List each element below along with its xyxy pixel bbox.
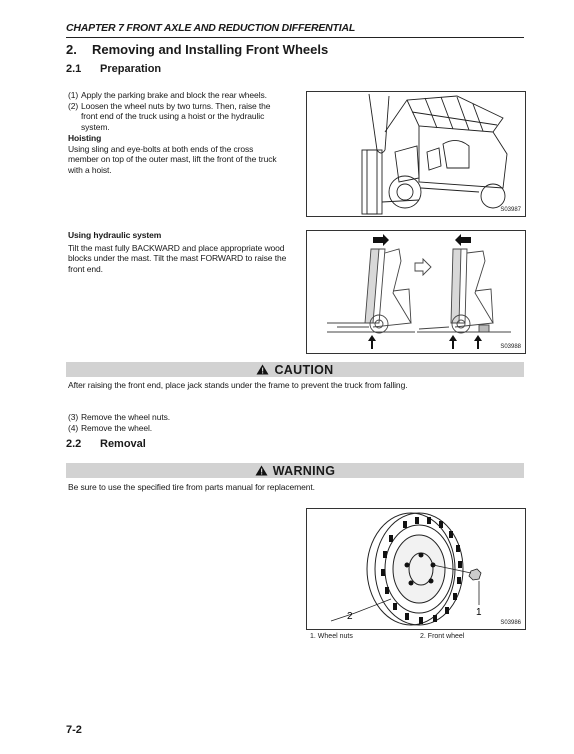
- figure-hoisting: [306, 91, 526, 217]
- subsection-title: Removal: [100, 438, 146, 450]
- list-item: [68, 90, 286, 101]
- subsection-title: Preparation: [100, 63, 162, 75]
- subsection-number: 2.2: [66, 438, 82, 450]
- caution-banner: [66, 362, 524, 377]
- callout-1: 1: [476, 607, 482, 618]
- caption-text: Wheel nuts: [317, 633, 353, 640]
- section-number: 2.: [66, 42, 77, 57]
- figure-code: S03987: [500, 207, 521, 213]
- step-number: (2): [68, 100, 79, 111]
- step-text: Loosen the wheel nuts by two turns. Then, raise the front end of the truck using a hoist or the hydraulic system.: [81, 100, 271, 132]
- list-item: [68, 412, 298, 423]
- step-number: (3): [68, 412, 79, 422]
- page-number: 7-2: [66, 724, 82, 736]
- figure-wheel: [306, 508, 526, 630]
- hydraulic-text: Tilt the mast fully BACKWARD and place appropriate wood blocks under the mast. Tilt the mast FORWARD to raise the front end.: [68, 242, 287, 274]
- chapter-header: CHAPTER 7 FRONT AXLE AND REDUCTION DIFFERENTIAL: [66, 22, 524, 38]
- warning-text: Be sure to use the specified tire from parts manual for replacement.: [68, 482, 315, 492]
- section-title: Removing and Installing Front Wheels: [92, 42, 329, 57]
- caution-text: After raising the front end, place jack stands under the frame to prevent the truck from falling.: [68, 380, 408, 390]
- caption-number: 1.: [310, 633, 316, 640]
- warning-triangle-icon: [256, 364, 269, 375]
- figure-mast-tilt: [306, 230, 526, 354]
- caution-label: CAUTION: [274, 362, 334, 377]
- hoisting-heading: Hoisting: [68, 133, 102, 143]
- step-number: (1): [68, 90, 79, 100]
- figure-code: S03988: [500, 344, 521, 350]
- step-number: (4): [68, 422, 79, 433]
- hydraulic-block: [68, 230, 290, 274]
- front-wheel-illustration: [307, 509, 525, 629]
- figure-code: S03986: [500, 620, 521, 626]
- section-heading: [66, 42, 328, 57]
- caption-text: Front wheel: [427, 633, 465, 640]
- subsection-heading-removal: [66, 438, 146, 450]
- warning-banner: [66, 463, 524, 478]
- caption-number: 2.: [420, 633, 426, 640]
- callout-2: 2: [347, 611, 353, 622]
- subsection-number: 2.1: [66, 63, 82, 75]
- step-text: Remove the wheel.: [81, 422, 153, 433]
- forklift-hoist-illustration: [307, 92, 525, 216]
- list-item: [68, 101, 286, 133]
- hoisting-text: Using sling and eye-bolts at both ends of the cross member on top of the outer mast, lift the front of the truck with a hoist.: [68, 143, 277, 175]
- caption-front-wheel: [420, 633, 464, 640]
- warning-label: WARNING: [272, 463, 336, 478]
- list-item: [68, 423, 298, 434]
- prep-steps-list: [68, 90, 286, 175]
- hydraulic-heading: Using hydraulic system: [68, 230, 162, 240]
- step-text: Remove the wheel nuts.: [81, 412, 170, 422]
- mast-tilt-illustration: [307, 231, 525, 353]
- subsection-heading-preparation: [66, 63, 161, 75]
- removal-steps-list: [68, 412, 298, 433]
- warning-triangle-icon: [255, 465, 268, 476]
- step-text: Apply the parking brake and block the rear wheels.: [81, 90, 267, 100]
- caption-wheel-nuts: [310, 633, 353, 640]
